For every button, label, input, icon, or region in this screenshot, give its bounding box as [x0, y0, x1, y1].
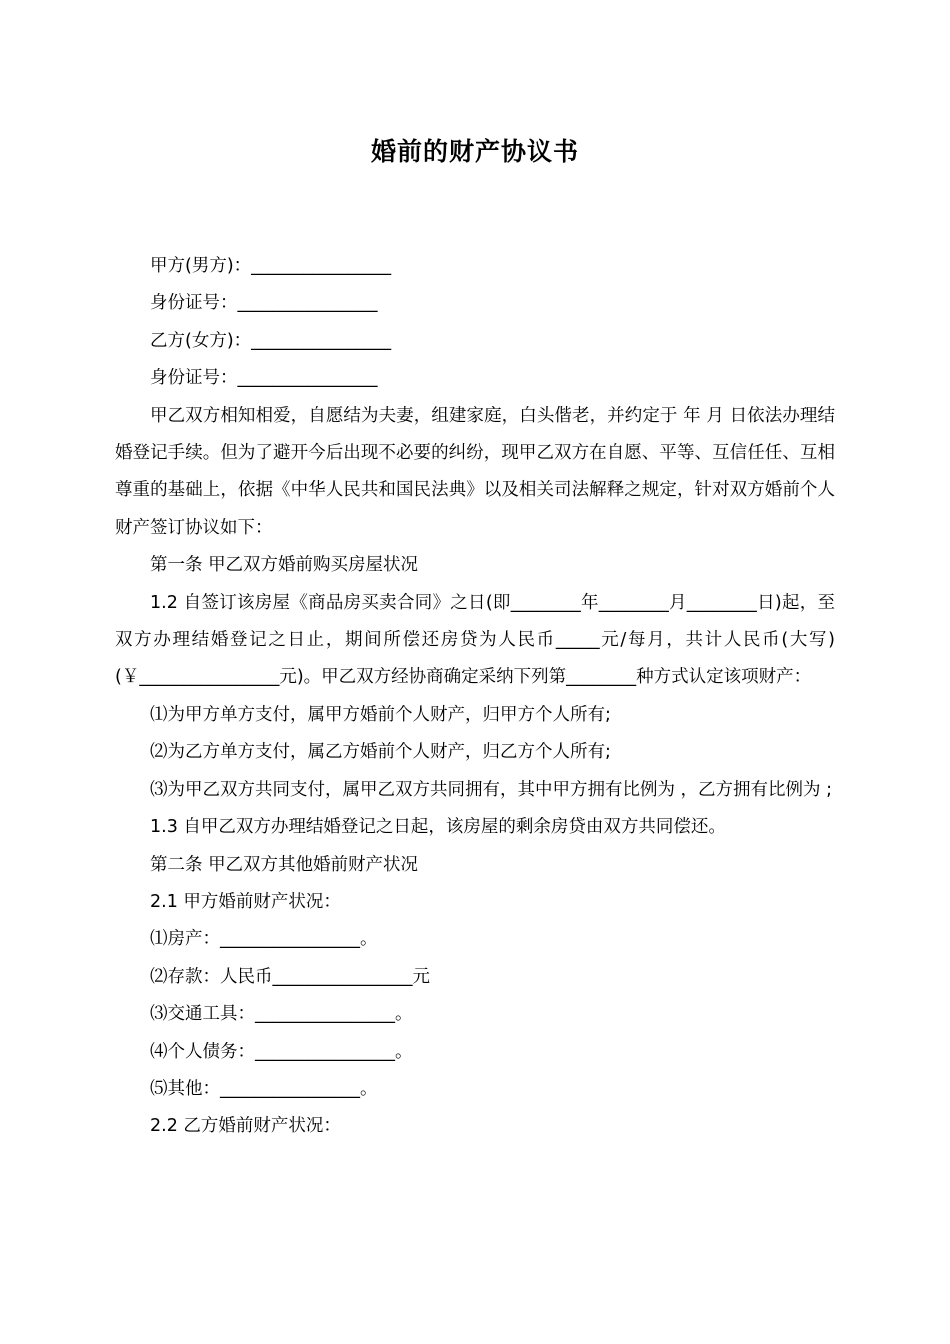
- clause-2-2: 2.2 乙方婚前财产状况：: [150, 1116, 341, 1137]
- party-b-line: 乙方(女方)：________________: [150, 330, 392, 351]
- asset-other: ⑸其他：________________。: [150, 1078, 378, 1099]
- party-a-line: 甲方(男方)：________________: [150, 256, 392, 276]
- preamble-paragraph: 甲乙双方相知相爱，自愿结为夫妻，组建家庭，白头偕老，并约定于 年 月 日依法办理结婚登记手续。但为了避开今后出现不必要的纠纷，现甲乙双方在自愿、平等、互信任任、互相尊重的基础上，依据《中华人民共和国民法典》以及相关司法解释之规定，针对双方婚前个人财产签订协议如下：: [115, 405, 835, 538]
- clause-2-1: 2.1 甲方婚前财产状况：: [150, 891, 341, 912]
- asset-property: ⑴房产：________________。: [150, 929, 378, 950]
- document-body: [115, 248, 835, 1146]
- article-1-heading: 第一条 甲乙双方婚前购买房屋状况: [150, 555, 419, 576]
- option-3: ⑶为甲乙双方共同支付，属甲乙双方共同拥有，其中甲方拥有比例为 ，乙方拥有比例为 ;: [150, 779, 833, 800]
- party-b-id-line: 身份证号：________________: [150, 368, 378, 389]
- asset-savings: ⑵存款：人民币________________元: [150, 966, 430, 987]
- clause-1-3: 1.3 自甲乙双方办理结婚登记之日起，该房屋的剩余房贷由双方共同偿还。: [150, 817, 726, 838]
- asset-vehicle: ⑶交通工具：________________。: [150, 1004, 413, 1025]
- option-2: ⑵为乙方单方支付，属乙方婚前个人财产，归乙方个人所有;: [150, 742, 611, 763]
- clause-1-2: 1.2 自签订该房屋《商品房买卖合同》之日(即________年________月________日)起，至双方办理结婚登记之日止，期间所偿还房贷为人民币_____元/每月，共计人民币(大写)(￥________________元)。甲乙双方经协商确定采纳下列第________种方式认定该项财产：: [115, 592, 835, 688]
- document-title: 婚前的财产协议书: [370, 137, 579, 166]
- option-1: ⑴为甲方单方支付，属甲方婚前个人财产，归甲方个人所有;: [150, 704, 611, 725]
- article-2-heading: 第二条 甲乙双方其他婚前财产状况: [150, 854, 419, 875]
- party-a-id-line: 身份证号：________________: [150, 293, 378, 314]
- asset-debt: ⑷个人债务：________________。: [150, 1041, 413, 1062]
